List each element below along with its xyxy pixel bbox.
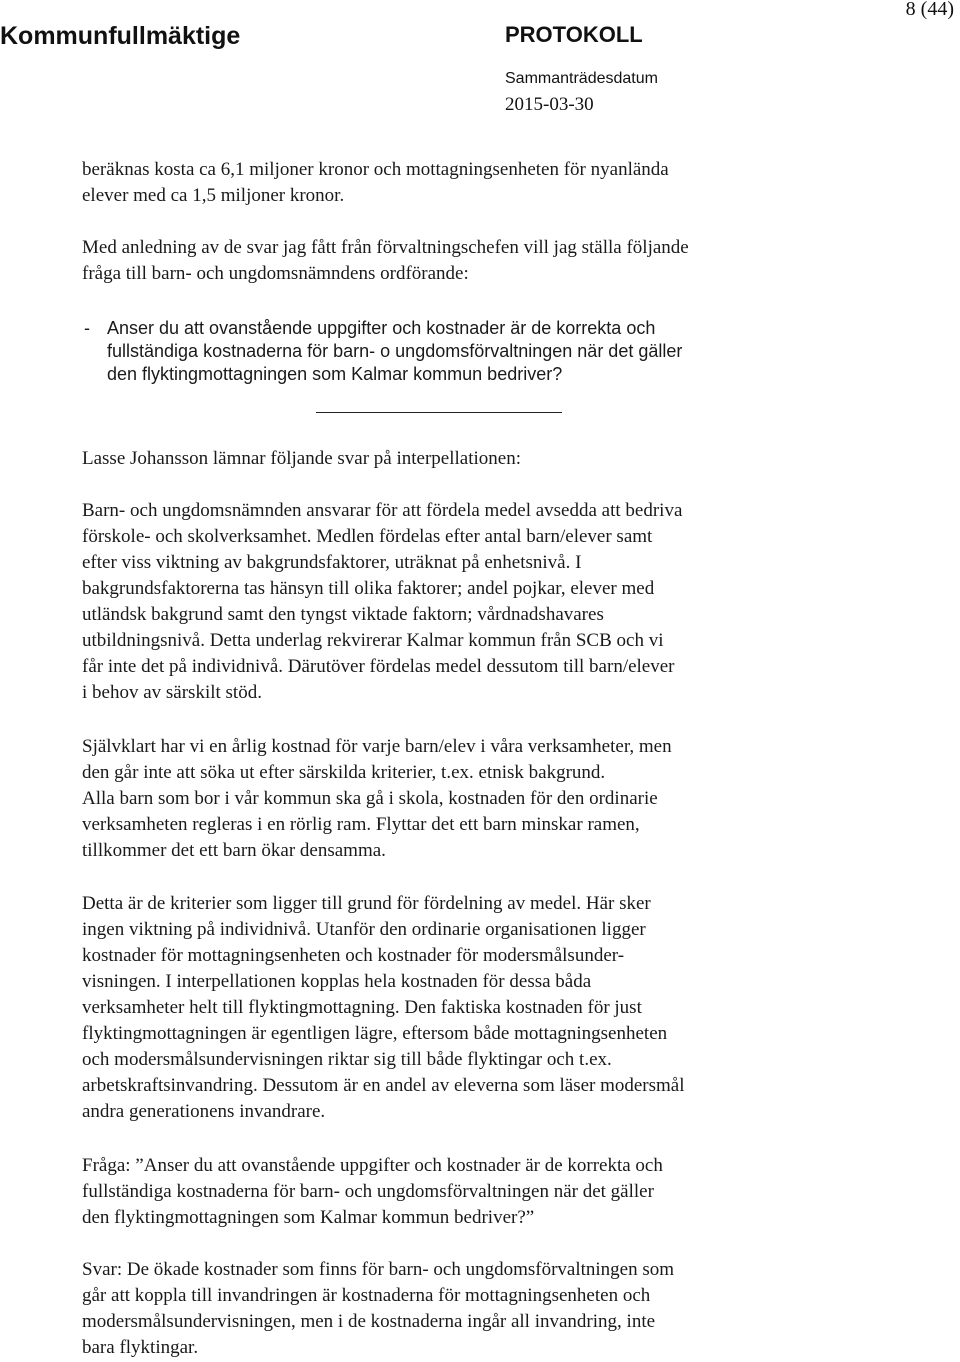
document-type: PROTOKOLL	[505, 22, 643, 47]
paragraph-question-repeat: Fråga: ”Anser du att ovanstående uppgifter och kostnader är de korrekta och fullständiga kostnaderna för barn- och ungdomsförvaltningen när det gäller den flyktingmottagningen som Kalmar kommun bedriver?”	[82, 1155, 663, 1228]
page-number: 8 (44)	[905, 0, 954, 20]
paragraph-question-intro: Med anledning av de svar jag fått från förvaltningschefen vill jag ställa följande fråga till barn- och ungdomsnämndens ordförande:	[82, 237, 689, 284]
paragraph-allocation: Barn- och ungdomsnämnden ansvarar för att fördela medel avsedda att bedriva förskole- och skolverksamhet. Medlen fördelas efter antal barn/elever samt efter viss viktning av bakgrundsfaktorer, uträknat på enhetsnivå. I bakgrundsfaktorerna tas hänsyn till olika faktorer; andel pojkar, elever med utländsk bakgrund samt den tyngst viktade faktorn; vårdnadshavares utbildningsnivå. Detta underlag rekvirerar Kalmar kommun från SCB och vi får inte det på individnivå. Därutöver fördelas medel dessutom till barn/elever i behov av särskilt stöd.	[82, 500, 683, 703]
meeting-date: 2015-03-30	[505, 94, 594, 115]
meeting-date-label: Sammanträdesdatum	[505, 70, 658, 87]
paragraph-answer: Svar: De ökade kostnader som finns för barn- och ungdomsförvaltningen som går att koppla till invandringen är kostnaderna för mottagningsenheten och modersmålsundervisningen, men i de kostnaderna ingår all invandring, inte bara flyktingar.	[82, 1259, 675, 1358]
paragraph-answer-intro: Lasse Johansson lämnar följande svar på interpellationen:	[82, 448, 521, 469]
paragraph-criteria: Detta är de kriterier som ligger till grund för fördelning av medel. Här sker ingen viktning på individnivå. Utanför den ordinarie organisationen ligger kostnader för mottagningsenheten och kostnader för modersmålsunder- visningen. I interpellationen kopplas hela kostnaden för dessa båda verksamheter helt till flyktingmottagning. Den faktiska kostnaden för just flyktingmottagningen är egentligen lägre, eftersom både mottagningsenheten och modersmålsundervisningen riktar sig till både flyktingar och t.ex. arbetskraftsinvandring. Dessutom är en andel av eleverna som läser modersmål andra generationens invandrare.	[82, 893, 685, 1122]
bullet-question: Anser du att ovanstående uppgifter och kostnader är de korrekta och fullständiga kostnaderna för barn- o ungdomsförvaltningen när det gäller den flyktingmottagningen som Kalmar kommun bedriver?	[107, 318, 683, 384]
organization-name: Kommunfullmäktige	[0, 22, 241, 50]
bullet-dash: -	[84, 318, 90, 338]
section-separator-line	[316, 412, 562, 413]
paragraph-annual-cost: Självklart har vi en årlig kostnad för varje barn/elev i våra verksamheter, men den går inte att söka ut efter särskilda kriterier, t.ex. etnisk bakgrund. Alla barn som bor i vår kommun ska gå i skola, kostnaden för den ordinarie verksamheten regleras i en rörlig ram. Flyttar det ett barn minskar ramen, tillkommer det ett barn ökar densamma.	[82, 736, 672, 861]
paragraph-cost-continuation: beräknas kosta ca 6,1 miljoner kronor och mottagningsenheten för nyanlända elever med ca 1,5 miljoner kronor.	[82, 159, 669, 206]
